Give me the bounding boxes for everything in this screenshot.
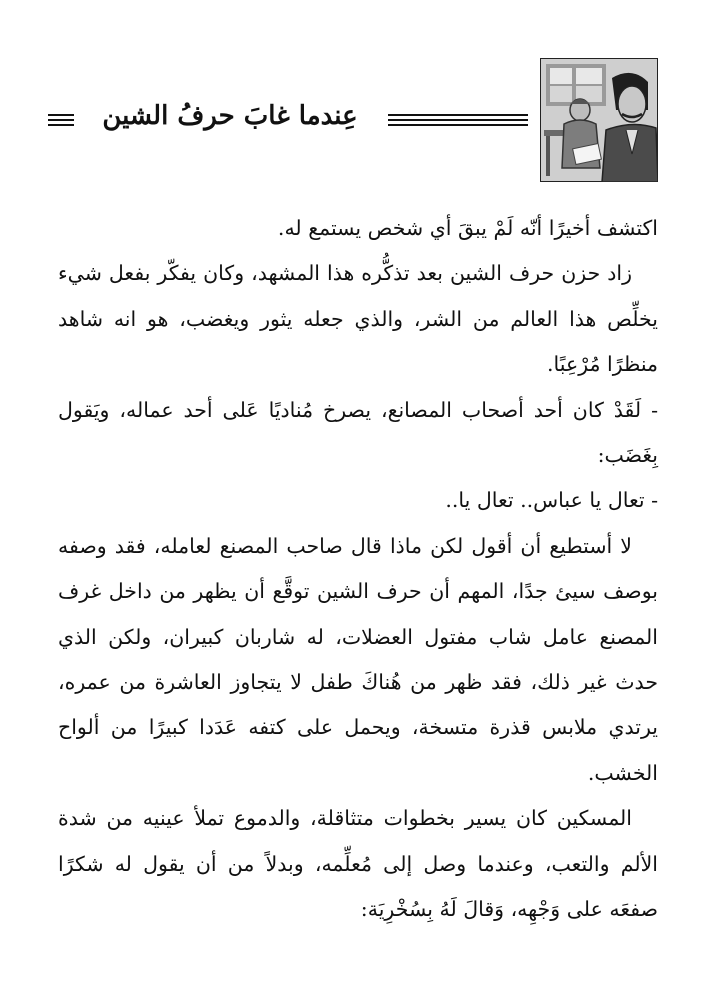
paragraph-1: اكتشف أخيرًا أنّه لَمْ يبقَ أي شخص يستمع له.	[277, 216, 658, 240]
paragraph-2: زاد حزن حرف الشين بعد تذكُّره هذا المشهد، وكان يفكّر بفعل شيء يخلِّص هذا العالم من الشر، والذي جعله يثور ويغضب، هو انه شاهد منظرًا مُرْعِبًا.	[58, 261, 658, 377]
story-body	[58, 206, 658, 933]
title-rule-right	[388, 114, 528, 126]
title-rule-left	[48, 114, 74, 126]
paragraph-4: المسكين كان يسير بخطوات متثاقلة، والدموع تملأ عينيه من شدة الألم والتعب، وعندما وصل إلى مُعلِّمه، وبدلاً من أن يقول له شكرًا صفعَه على وَجْهِه، وَقالَ لَهُ بِسُخْرِيَة:	[58, 806, 658, 922]
chapter-title: عِندما غابَ حرفُ الشين	[102, 101, 358, 131]
chapter-header	[28, 58, 658, 182]
dialogue-line-1: - لَقَدْ كان أحد أصحاب المصانع، يصرخ مُناديًا عَلى أحد عماله، ويَقول بِغَضَب:	[58, 397, 658, 468]
dialogue-line-2: - تعال يا عباس.. تعال يا..	[445, 488, 658, 513]
two-men-factory-illustration-icon	[540, 58, 658, 182]
paragraph-3: لا أستطيع أن أقول لكن ماذا قال صاحب المصنع لعامله، فقد وصفه بوصف سيئ جدًا، المهم أن حرف الشين توقَّع أن يظهر من داخل غرف المصنع عامل شاب مفتول العضلات، له شاربان كبيران، ولكن الذي حدث غير ذلك، فقد ظهر من هُناكَ طفل لا يتجاوز العاشرة من عمره، يرتدي ملابس قذرة متسخة، ويحمل على كتفه عَدَدا كبيرًا من ألواح الخشب.	[58, 533, 658, 785]
